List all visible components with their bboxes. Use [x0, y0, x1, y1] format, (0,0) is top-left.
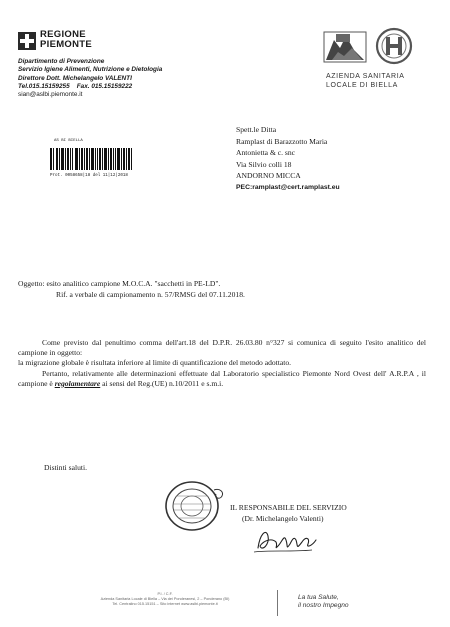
body-p2-tail: ai sensi del Reg.(UE) n.10/2011 e s.m.i. [100, 378, 224, 388]
recipient-line3: Antonietta & c. snc [236, 148, 296, 157]
regione-piemonte-logo [18, 30, 98, 54]
signature-block [230, 502, 347, 524]
barcode-top-label: AS BI BIELLA [54, 139, 83, 143]
asl-name [326, 72, 405, 90]
fax-number: Fax. 015.15159222 [76, 82, 133, 90]
subject-line: Oggetto: esito analitico campione M.O.C.A. "sacchetti in PE-LD". [18, 279, 221, 288]
signature-name: (Dr. Michelangelo Valenti) [242, 514, 324, 523]
body-paragraph-result: la migrazione globale è risultata inferiore al limite di quantificazione del metodo adottato. [18, 358, 292, 368]
body-paragraph-1: Come previsto dal penultimo comma dell'art.18 del D.P.R. 26.03.80 n°327 si comunica di seguito l'esito analitico del campione in oggetto: [18, 338, 426, 358]
regione-logo-text [40, 30, 92, 50]
official-stamp-icon [162, 478, 232, 533]
body-p2-emphasis: regolamentare [54, 378, 101, 388]
department-name: Dipartimento di Prevenzione [18, 58, 105, 65]
body-p2-text: Pertanto, relativamente alle determinazioni effettuate dal Laboratorio specialistico Piemonte Nord Ovest dell' A.R.P.A , il campione è [18, 368, 426, 388]
letter-body [18, 338, 426, 389]
signature-title: IL RESPONSABILE DEL SERVIZIO [230, 503, 347, 512]
footer-divider [277, 590, 278, 616]
handwritten-signature-icon [250, 522, 330, 558]
recipient-line2: Ramplast di Barazzotto Maria [236, 136, 328, 146]
footer-slogan-line2: il nostro Impegno [298, 602, 349, 609]
recipient-line1: Spett.le Ditta [236, 125, 277, 134]
footer-left-line2: Azienda Sanitaria Locale di Biella – Via dei Ponderanesi, 2 – Ponderano (BI) [100, 597, 230, 602]
asl-line2: LOCALE DI BIELLA [326, 82, 398, 89]
asl-biella-logo-icon [322, 26, 422, 76]
email-address: sian@aslbi.piemonte.it [18, 91, 83, 99]
footer-legal-info [60, 592, 270, 608]
regione-line1: REGIONE [40, 29, 86, 40]
footer-slogan-line1: La tua Salute, [298, 594, 339, 601]
footer-left-line3: Tel. Centralino 015.15151 – Sito internet www.aslbi.piemonte.it [112, 602, 218, 607]
barcode-icon [50, 142, 142, 178]
recipient-pec: PEC:ramplast@cert.ramplast.eu [236, 183, 340, 191]
subject-reference: Rif. a verbale di campionamento n. 57/RMSG del 07.11.2018. [56, 290, 245, 299]
asl-line1: AZIENDA SANITARIA [326, 73, 405, 80]
tel-number: Tel.015.15159255 [18, 82, 70, 90]
recipient-line4: Via Silvio colli 18 [236, 159, 292, 169]
tel-fax-line [18, 83, 162, 91]
recipient-line5: ANDORNO MICCA [236, 171, 301, 180]
subject-block [18, 278, 245, 300]
department-info [18, 58, 162, 99]
recipient-address [236, 124, 340, 193]
closing-greeting: Distinti saluti. [44, 463, 88, 472]
regione-line2: PIEMONTE [40, 39, 93, 50]
footer-slogan [298, 594, 349, 610]
director-name: Direttore Dott. Michelangelo VALENTI [18, 74, 132, 82]
footer-left-line1: P.I. / C.F. [157, 592, 173, 596]
service-name: Servizio Igiene Alimenti, Nutrizione e Dietologia [18, 66, 163, 74]
barcode-protocol-text: Prot. 0058658|18 del 11|12|2018 [50, 174, 128, 178]
body-paragraph-2 [18, 369, 426, 389]
cross-flag-icon [18, 32, 36, 50]
